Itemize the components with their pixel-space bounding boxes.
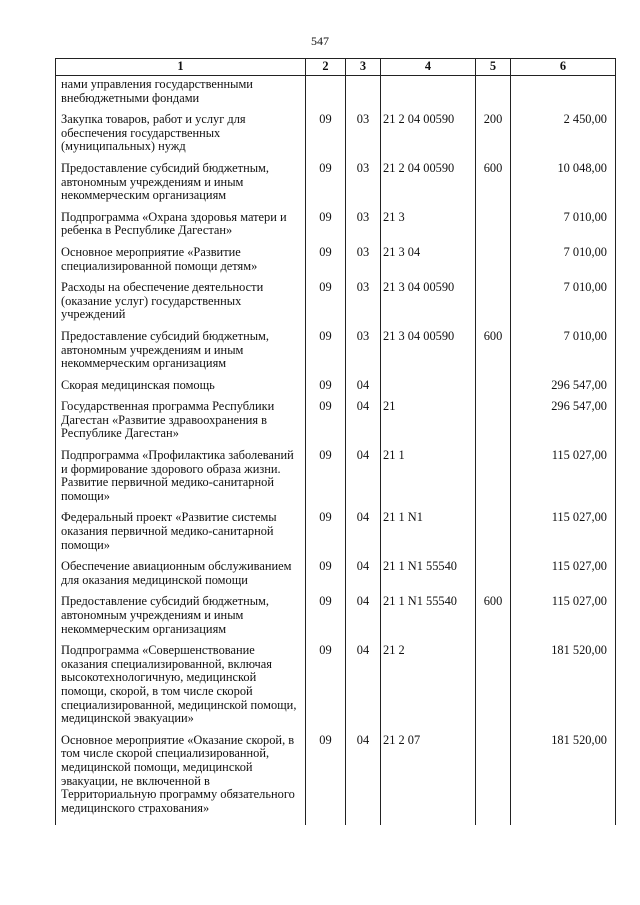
row-name: Предоставление субсидий бюджетным, автономным учреждениям и иным некоммерческим организациям <box>56 595 306 644</box>
row-section: 09 <box>306 595 346 644</box>
row-name: Предоставление субсидий бюджетным, автономным учреждениям и иным некоммерческим организациям <box>56 162 306 211</box>
row-target: 21 1 N1 <box>381 511 476 560</box>
row-vr <box>476 379 511 401</box>
row-name: Закупка товаров, работ и услуг для обеспечения государственных (муниципальных) нужд <box>56 113 306 162</box>
row-target: 21 <box>381 400 476 449</box>
row-vr: 600 <box>476 330 511 379</box>
header-col-3: 3 <box>346 59 381 76</box>
table-row <box>56 560 616 595</box>
row-vr <box>476 734 511 826</box>
row-subsection: 03 <box>346 281 381 330</box>
row-name: Подпрограмма «Профилактика заболеваний и формирование здорового образа жизни. Развитие первичной медико-санитарной помощи» <box>56 449 306 511</box>
row-amount: 115 027,00 <box>511 595 616 644</box>
row-amount: 7 010,00 <box>511 330 616 379</box>
row-subsection: 04 <box>346 379 381 401</box>
row-subsection: 03 <box>346 246 381 281</box>
row-name: Основное мероприятие «Развитие специализированной помощи детям» <box>56 246 306 281</box>
row-target: 21 2 04 00590 <box>381 162 476 211</box>
row-target: 21 3 04 00590 <box>381 330 476 379</box>
row-section: 09 <box>306 162 346 211</box>
row-name: Основное мероприятие «Оказание скорой, в том числе скорой специализированной, медицинской помощи, медицинской эвакуации, не включенной в Территориальную программу обязательного медицинского страхования» <box>56 734 306 826</box>
row-section: 09 <box>306 379 346 401</box>
row-amount: 296 547,00 <box>511 379 616 401</box>
header-col-1: 1 <box>56 59 306 76</box>
row-section: 09 <box>306 449 346 511</box>
table-row <box>56 281 616 330</box>
header-col-5: 5 <box>476 59 511 76</box>
row-target: 21 3 04 00590 <box>381 281 476 330</box>
table-header <box>56 59 616 76</box>
table-row <box>56 330 616 379</box>
row-target: 21 2 04 00590 <box>381 113 476 162</box>
header-col-2: 2 <box>306 59 346 76</box>
row-target: 21 3 04 <box>381 246 476 281</box>
row-section: 09 <box>306 113 346 162</box>
row-subsection: 04 <box>346 560 381 595</box>
row-vr <box>476 281 511 330</box>
row-amount: 7 010,00 <box>511 281 616 330</box>
page-number: 547 <box>311 34 329 48</box>
row-target <box>381 379 476 401</box>
row-section: 09 <box>306 644 346 734</box>
row-amount: 181 520,00 <box>511 644 616 734</box>
row-vr <box>476 560 511 595</box>
row-section: 09 <box>306 281 346 330</box>
row-name: Расходы на обеспечение деятельности (оказание услуг) государственных учреждений <box>56 281 306 330</box>
row-target: 21 2 07 <box>381 734 476 826</box>
budget-table <box>55 58 616 825</box>
row-amount: 181 520,00 <box>511 734 616 826</box>
row-amount: 296 547,00 <box>511 400 616 449</box>
row-target: 21 3 <box>381 211 476 246</box>
row-subsection: 04 <box>346 734 381 826</box>
table-row <box>56 511 616 560</box>
row-subsection: 04 <box>346 400 381 449</box>
row-vr <box>476 644 511 734</box>
row-section: 09 <box>306 246 346 281</box>
row-subsection: 04 <box>346 449 381 511</box>
row-amount: 115 027,00 <box>511 560 616 595</box>
table-row <box>56 734 616 826</box>
row-amount: 2 450,00 <box>511 113 616 162</box>
row-subsection: 03 <box>346 330 381 379</box>
row-amount: 10 048,00 <box>511 162 616 211</box>
row-name: Скорая медицинская помощь <box>56 379 306 401</box>
row-section: 09 <box>306 400 346 449</box>
row-amount <box>511 76 616 114</box>
row-subsection: 04 <box>346 511 381 560</box>
table-row <box>56 246 616 281</box>
row-subsection: 03 <box>346 211 381 246</box>
row-section: 09 <box>306 560 346 595</box>
row-name: Подпрограмма «Охрана здоровья матери и ребенка в Республике Дагестан» <box>56 211 306 246</box>
table-row <box>56 162 616 211</box>
table-row <box>56 595 616 644</box>
row-vr: 600 <box>476 595 511 644</box>
row-vr <box>476 400 511 449</box>
table-row <box>56 449 616 511</box>
row-vr <box>476 76 511 114</box>
row-vr <box>476 211 511 246</box>
row-vr: 600 <box>476 162 511 211</box>
row-section: 09 <box>306 734 346 826</box>
row-section: 09 <box>306 330 346 379</box>
row-target: 21 1 N1 55540 <box>381 560 476 595</box>
row-vr <box>476 449 511 511</box>
row-target <box>381 76 476 114</box>
row-name: Подпрограмма «Совершенствование оказания специализированной, включая высокотехнологичную, медицинской помощи, скорой, в том числе скорой специализированной, медицинской помощи, медицинской эвакуации» <box>56 644 306 734</box>
row-target: 21 1 N1 55540 <box>381 595 476 644</box>
row-subsection: 04 <box>346 644 381 734</box>
table-row <box>56 379 616 401</box>
table-row <box>56 400 616 449</box>
row-target: 21 1 <box>381 449 476 511</box>
row-amount: 7 010,00 <box>511 211 616 246</box>
row-subsection <box>346 76 381 114</box>
row-subsection: 04 <box>346 595 381 644</box>
row-name: Федеральный проект «Развитие системы оказания первичной медико-санитарной помощи» <box>56 511 306 560</box>
table-row <box>56 211 616 246</box>
row-name: Государственная программа Республики Дагестан «Развитие здравоохранения в Республике Дагестан» <box>56 400 306 449</box>
row-section <box>306 76 346 114</box>
row-name: Обеспечение авиационным обслуживанием для оказания медицинской помощи <box>56 560 306 595</box>
row-target: 21 2 <box>381 644 476 734</box>
table-row <box>56 113 616 162</box>
row-name: Предоставление субсидий бюджетным, автономным учреждениям и иным некоммерческим организациям <box>56 330 306 379</box>
row-vr <box>476 246 511 281</box>
row-name: нами управления государственными внебюджетными фондами <box>56 76 306 114</box>
row-subsection: 03 <box>346 162 381 211</box>
header-col-4: 4 <box>381 59 476 76</box>
table-row <box>56 76 616 114</box>
row-amount: 115 027,00 <box>511 449 616 511</box>
row-section: 09 <box>306 511 346 560</box>
row-subsection: 03 <box>346 113 381 162</box>
table-row <box>56 644 616 734</box>
table-body <box>56 76 616 826</box>
row-vr <box>476 511 511 560</box>
row-section: 09 <box>306 211 346 246</box>
row-amount: 115 027,00 <box>511 511 616 560</box>
header-col-6: 6 <box>511 59 616 76</box>
row-vr: 200 <box>476 113 511 162</box>
header-row <box>56 59 616 76</box>
row-amount: 7 010,00 <box>511 246 616 281</box>
